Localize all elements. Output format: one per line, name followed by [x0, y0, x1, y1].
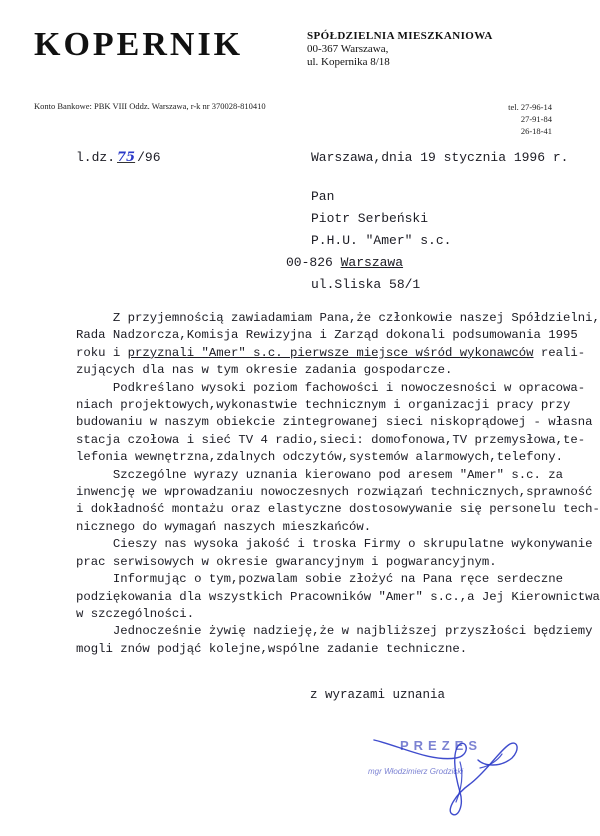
text-line: Szczególne wyrazy uznania kierowano pod aresem "Amer" s.c. za	[76, 467, 564, 482]
text-line: podziękowania dla wszystkich Pracowników "Amer" s.c.,a Jej Kierownictwa	[76, 589, 600, 604]
text-line: w szczególności.	[76, 606, 195, 621]
organization-street: ul. Kopernika 8/18	[307, 56, 390, 68]
text-fragment: roku i	[76, 345, 128, 360]
stamp-name: mgr Włodzimierz Grodzicki	[368, 767, 464, 776]
text-line: stacja czołowa i sieć TV 4 radio,sieci: domofonowa,TV przemysłowa,te-	[76, 432, 586, 447]
recipient-name: Piotr Serbeński	[311, 211, 429, 226]
bank-account: Konto Bankowe: PBK VIII Oddz. Warszawa, r-k nr 370028-810410	[34, 101, 266, 111]
text-line: Informując o tym,pozwalam sobie złożyć na Pana ręce serdeczne	[76, 572, 564, 587]
stamp-title: PREZES	[400, 738, 483, 753]
text-line: i dokładność montażu oraz elastyczne dostosowywanie się personelu tech-	[76, 502, 600, 517]
text-line: Z przyjemnością zawiadamiam Pana,że członkowie naszej Spółdzielni,	[76, 311, 600, 325]
phone-number: tel. 27-96-14	[508, 102, 552, 112]
recipient-city-line	[286, 255, 403, 270]
text-line: Podkreślano wysoki poziom fachowości i nowoczesności w opracowa-	[76, 380, 586, 395]
text-line: zujących dla nas w tym okresie zadania gospodarcze.	[76, 363, 453, 378]
phone-number: 27-91-84	[520, 114, 552, 124]
reference-prefix: l.dz.	[76, 150, 116, 165]
text-line: niach projektowych,wykonastwie technicznym i organizacji pracy przy	[76, 398, 571, 413]
recipient-city: Warszawa	[340, 255, 404, 270]
recipient-street: ul.Sliska 58/1	[311, 277, 421, 292]
paragraph	[76, 571, 600, 623]
recipient-salutation: Pan	[311, 189, 335, 204]
organization-block	[307, 30, 493, 69]
text-line: Cieszy nas wysoka jakość i troska Firmy o skrupulatne wykonywanie	[76, 537, 593, 552]
text-line: budowaniu w naszym obiekcie zintegrowanej sieci niskoprądowej - własna	[76, 415, 593, 430]
text-line: Jednocześnie żywię nadzieję,że w najbliższej przyszłości będziemy	[76, 624, 593, 639]
date-line: Warszawa,dnia 19 stycznia 1996 r.	[311, 150, 569, 165]
reference-number	[76, 150, 161, 165]
paragraph	[76, 623, 596, 658]
paragraph	[76, 467, 600, 537]
paragraph	[76, 310, 600, 380]
underlined-award-text: przyznali "Amer" s.c. pierwsze miejsce wśród wykonawców	[127, 345, 534, 360]
text-line	[76, 346, 585, 360]
text-fragment: reali-	[533, 345, 586, 360]
text-line: inwencję we wprowadzaniu nowoczesnych rozwiązań technicznych,sprawność	[76, 485, 593, 500]
recipient-postcode: 00-826	[286, 255, 333, 270]
closing-phrase: z wyrazami uznania	[310, 688, 446, 702]
paragraph	[76, 380, 596, 467]
phone-numbers	[508, 101, 552, 137]
phone-number: 26-18-41	[520, 126, 552, 136]
signature-stamp	[360, 732, 560, 832]
text-line: mogli znów podjąć kolejne,wspólne zadanie techniczne.	[76, 641, 468, 656]
organization-postal: 00-367 Warszawa,	[307, 43, 389, 55]
reference-handwritten-number: 75	[117, 150, 136, 165]
text-line: prac serwisowych w okresie gwarancyjnym i pogwarancyjnym.	[76, 554, 497, 569]
text-line: nicznego do wymagań naszych mieszkańców.	[76, 519, 372, 534]
organization-name: SPÓŁDZIELNIA MIESZKANIOWA	[307, 30, 493, 42]
text-line: Rada Nadzorcza,Komisja Rewizyjna i Zarząd dokonali podsumowania 1995	[76, 328, 578, 343]
logo: KOPERNIK	[34, 26, 244, 63]
reference-suffix: /96	[137, 150, 161, 165]
letter-body	[76, 310, 600, 658]
paragraph	[76, 536, 596, 571]
text-line: lefonia wewnętrzna,zdalnych odczytów,systemów alarmowych,telefony.	[76, 450, 564, 465]
recipient-company: P.H.U. "Amer" s.c.	[311, 233, 452, 248]
